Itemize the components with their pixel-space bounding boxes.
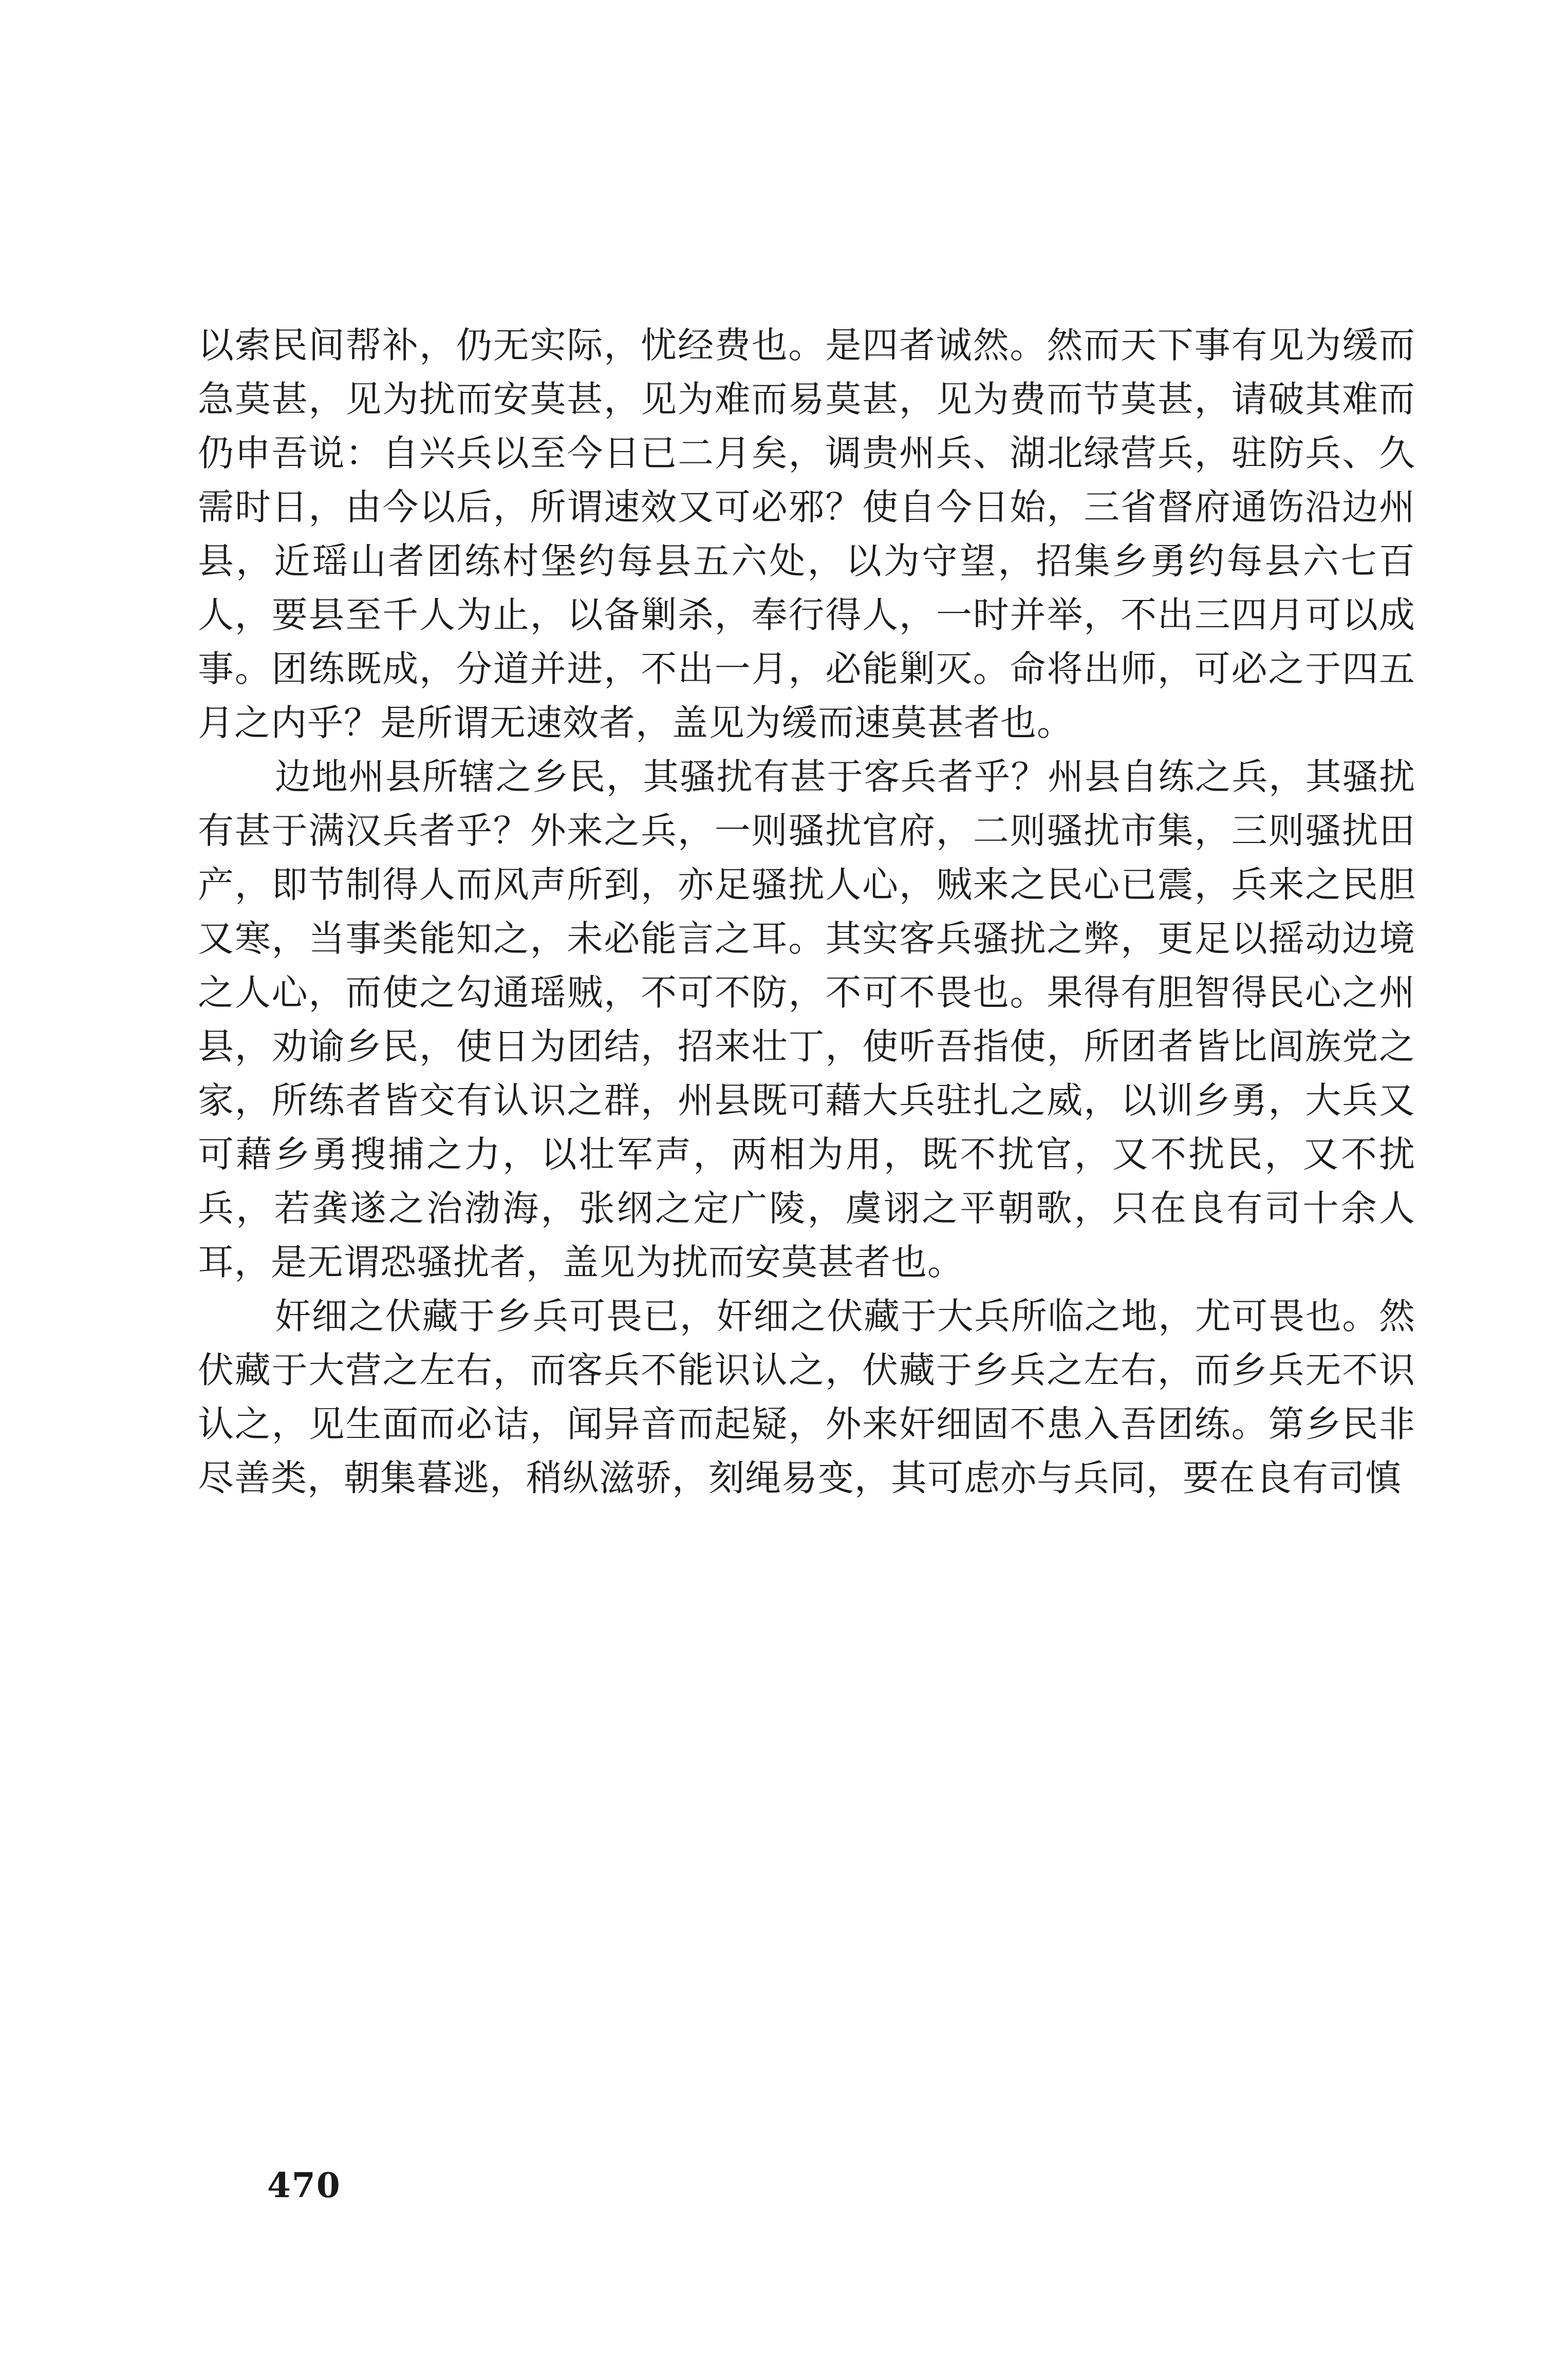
body-text bbox=[198, 319, 1415, 1505]
page-number: 470 bbox=[267, 2165, 341, 2205]
paragraph-continued: 以索民间帮补，仍无实际，忧经费也。是四者诚然。然而天下事有见为缓而急莫甚，见为扰而安莫甚，见为难而易莫甚，见为费而节莫甚，请破其难而仍申吾说：自兴兵以至今日已二月矣，调贵州兵、湖北绿营兵，驻防兵、久需时日，由今以后，所谓速效又可必邪？使自今日始，三省督府通饬沿边州县，近瑶山者团练村堡约每县五六处，以为守望，招集乡勇约每县六七百人，要县至千人为止，以备剿杀，奉行得人，一时并举，不出三四月可以成事。团练既成，分道并进，不出一月，必能剿灭。命将出师，可必之于四五月之内乎？是所谓无速效者，盖见为缓而速莫甚者也。 bbox=[198, 324, 1415, 744]
paragraph-spies: 奸细之伏藏于乡兵可畏已，奸细之伏藏于大兵所临之地，尤可畏也。然伏藏于大营之左右，而客兵不能识认之，伏藏于乡兵之左右，而乡兵无不识认之，见生面而必诘，闻异音而起疑，外来奸细固不患入吾团练。第乡民非尽善类，朝集暮逃，稍纵滋骄，刻绳易变，其可虑亦与兵同，要在良有司慎 bbox=[198, 1295, 1415, 1499]
paragraph-border-disturbance: 边地州县所辖之乡民，其骚扰有甚于客兵者乎？州县自练之兵，其骚扰有甚于满汉兵者乎？外来之兵，一则骚扰官府，二则骚扰市集，三则骚扰田产，即节制得人而风声所到，亦足骚扰人心，贼来之民心已震，兵来之民胆又寒，当事类能知之，未必能言之耳。其实客兵骚扰之弊，更足以摇动边境之人心，而使之勾通瑶贼，不可不防，不可不畏也。果得有胆智得民心之州县，劝谕乡民，使日为团结，招来壮丁，使听吾指使，所团者皆比闾族党之家，所练者皆交有认识之群，州县既可藉大兵驻扎之威，以训乡勇，大兵又可藉乡勇搜捕之力，以壮军声，两相为用，既不扰官，又不扰民，又不扰兵，若龚遂之治渤海，张纲之定广陵，虞诩之平朝歌，只在良有司十余人耳，是无谓恐骚扰者，盖见为扰而安莫甚者也。 bbox=[198, 756, 1415, 1283]
